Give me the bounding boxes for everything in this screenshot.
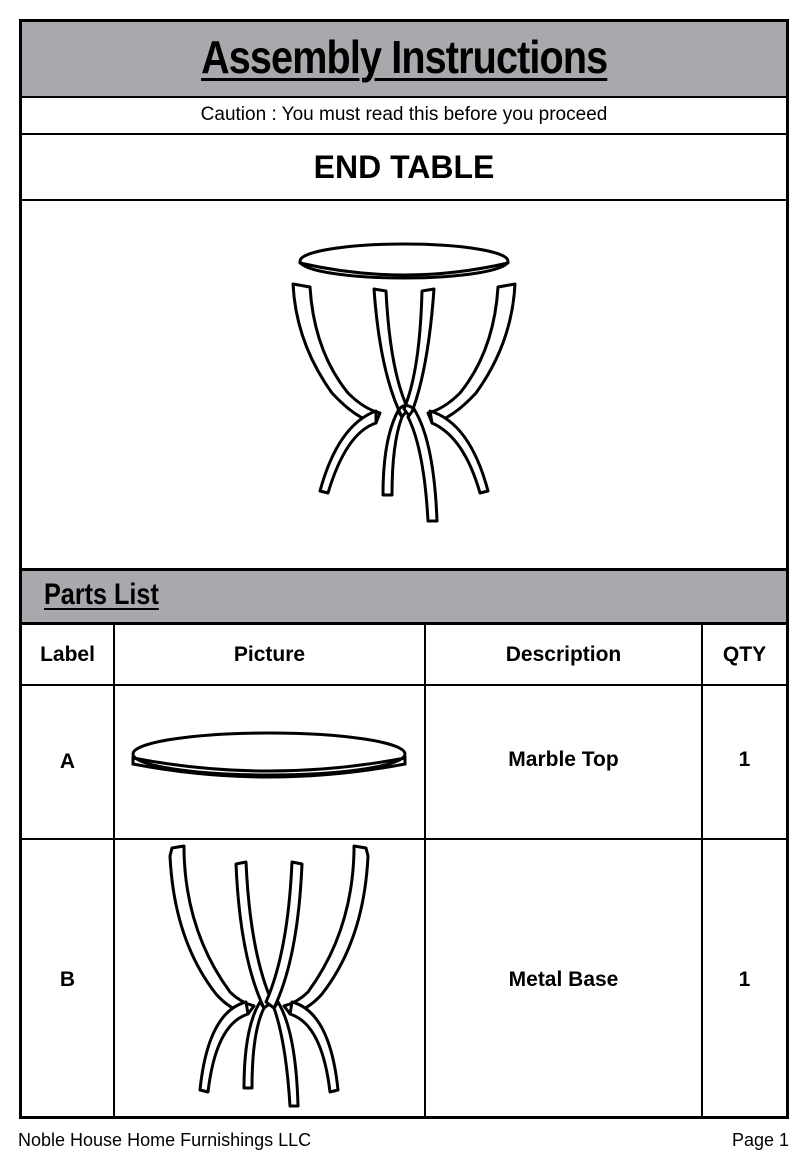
page-title: Assembly Instructions [200,31,608,83]
assembled-table-illustration [22,201,786,571]
parts-list-bar [22,571,786,625]
part-label: B [22,839,114,1119]
part-qty: 1 [702,685,786,839]
part-picture [114,839,425,1119]
company-name: Noble House Home Furnishings LLC [18,1130,312,1150]
product-name: END TABLE [22,135,786,201]
part-description: Marble Top [425,685,702,839]
table-row [22,685,786,839]
metal-base-drawing [160,842,380,1112]
part-picture [114,685,425,839]
title-bar [22,22,786,98]
page-number: Page 1 [731,1130,789,1150]
part-qty: 1 [702,839,786,1119]
column-header-description: Description [425,625,702,685]
table-header-row [22,625,786,685]
part-description: Metal Base [425,839,702,1119]
parts-table [22,625,786,1119]
caution-note: Caution : You must read this before you proceed [22,98,786,135]
table-row [22,839,786,1119]
column-header-picture: Picture [114,625,425,685]
part-label: A [22,685,114,839]
marble-top-drawing [125,724,415,794]
end-table-drawing [284,233,524,533]
parts-list-heading: Parts List [44,578,159,611]
column-header-qty: QTY [702,625,786,685]
column-header-label: Label [22,625,114,685]
instruction-sheet [19,19,789,1119]
